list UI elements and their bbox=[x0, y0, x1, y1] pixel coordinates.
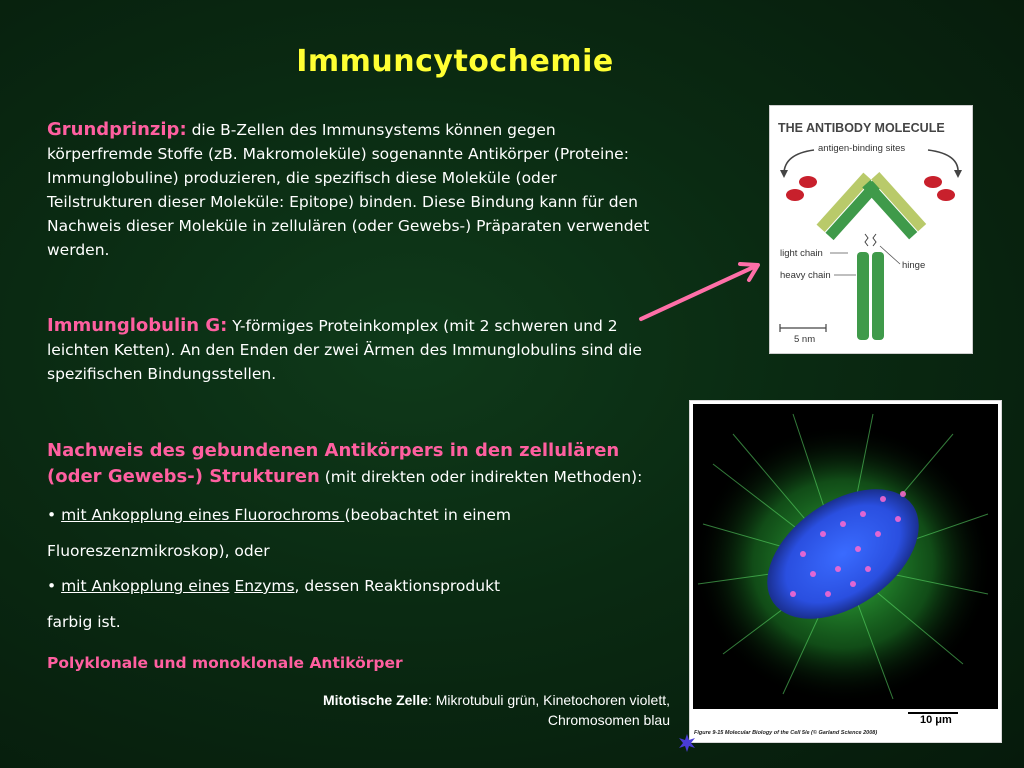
paragraph-nachweis bbox=[47, 438, 647, 490]
immunglobulin-label: Immunglobulin G: bbox=[47, 315, 228, 336]
micro-scale-label: 10 μm bbox=[920, 714, 952, 726]
nachweis-text: (mit direkten oder indirekten Methoden): bbox=[319, 468, 643, 486]
antibody-figure bbox=[769, 105, 973, 354]
nachweis-label: Nachweis des gebundenen Antikörpers in den zellulären (oder Gewebs-) Strukturen bbox=[47, 440, 620, 487]
binding-sites-label: antigen-binding sites bbox=[818, 143, 906, 154]
micrograph-figure bbox=[689, 400, 1002, 743]
paragraph-grundprinzip bbox=[47, 118, 657, 262]
light-chain-label: light chain bbox=[780, 248, 823, 259]
star-icon bbox=[677, 733, 697, 753]
grundprinzip-label: Grundprinzip: bbox=[47, 119, 187, 140]
bullet-enzym-line2: farbig ist. bbox=[47, 613, 121, 631]
bullet-mark: • bbox=[47, 506, 62, 524]
antibody-title: THE ANTIBODY MOLECULE bbox=[778, 121, 945, 135]
enzym-rest: , dessen Reaktionsprodukt bbox=[294, 577, 501, 595]
scale-label: 5 nm bbox=[794, 334, 816, 345]
paragraph-immunglobulin bbox=[47, 314, 657, 386]
bullet-fluorochrom-line2: Fluoreszenzmikroskop), oder bbox=[47, 542, 270, 560]
caption-line-1 bbox=[323, 690, 670, 710]
hinge-label: hinge bbox=[902, 260, 926, 271]
figure-caption bbox=[323, 690, 670, 730]
grundprinzip-text: die B-Zellen des Immunsystems können gegen körperfremde Stoffe (zB. Makromoleküle) sogenannte Antikörper (Proteine: Immunglobuline) produzieren, die spezifisch diese Moleküle (oder Teilstrukturen dieser Moleküle: Epitope) binden. Diese Bindung kann für den Nachweis dieser Moleküle in zellulären (oder Gewebs-) Präparaten verwendet werden. bbox=[47, 121, 650, 259]
enzym-underlined-1: mit Ankopplung eines bbox=[61, 577, 230, 595]
fluorochrom-rest: (beobachtet in einem bbox=[344, 506, 512, 524]
antibody-diagram bbox=[770, 106, 972, 353]
bullet-mark: • bbox=[47, 577, 62, 595]
caption-text-1: Mikrotubuli grün, Kinetochoren violett, bbox=[435, 692, 670, 708]
mitotic-cell-image bbox=[693, 404, 998, 709]
immunglobulin-text: Y-förmiges Proteinkomplex (mit 2 schweren und 2 leichten Ketten). An den Enden der zwei Ärmen des Immunglobulins sind die spezifischen Bindungsstellen. bbox=[47, 317, 642, 383]
slide-title: Immuncytochemie bbox=[296, 44, 614, 79]
caption-line-2: Chromosomen blau bbox=[547, 712, 670, 728]
caption-colon: : bbox=[427, 692, 436, 708]
bullet-fluorochrom bbox=[47, 506, 511, 524]
pointer-arrow-icon bbox=[636, 258, 766, 324]
heavy-chain-label: heavy chain bbox=[780, 270, 831, 281]
bullet-enzym bbox=[47, 577, 500, 595]
heading-polyklonale: Polyklonale und monoklonale Antikörper bbox=[47, 654, 403, 672]
fluorochrom-underlined: mit Ankopplung eines Fluorochroms bbox=[61, 506, 345, 524]
micro-credit: Figure 9-15 Molecular Biology of the Cell 5/e (© Garland Science 2008) bbox=[694, 730, 878, 736]
enzym-underlined-2: Enzyms bbox=[234, 577, 295, 595]
caption-bold: Mitotische Zelle bbox=[322, 692, 428, 708]
